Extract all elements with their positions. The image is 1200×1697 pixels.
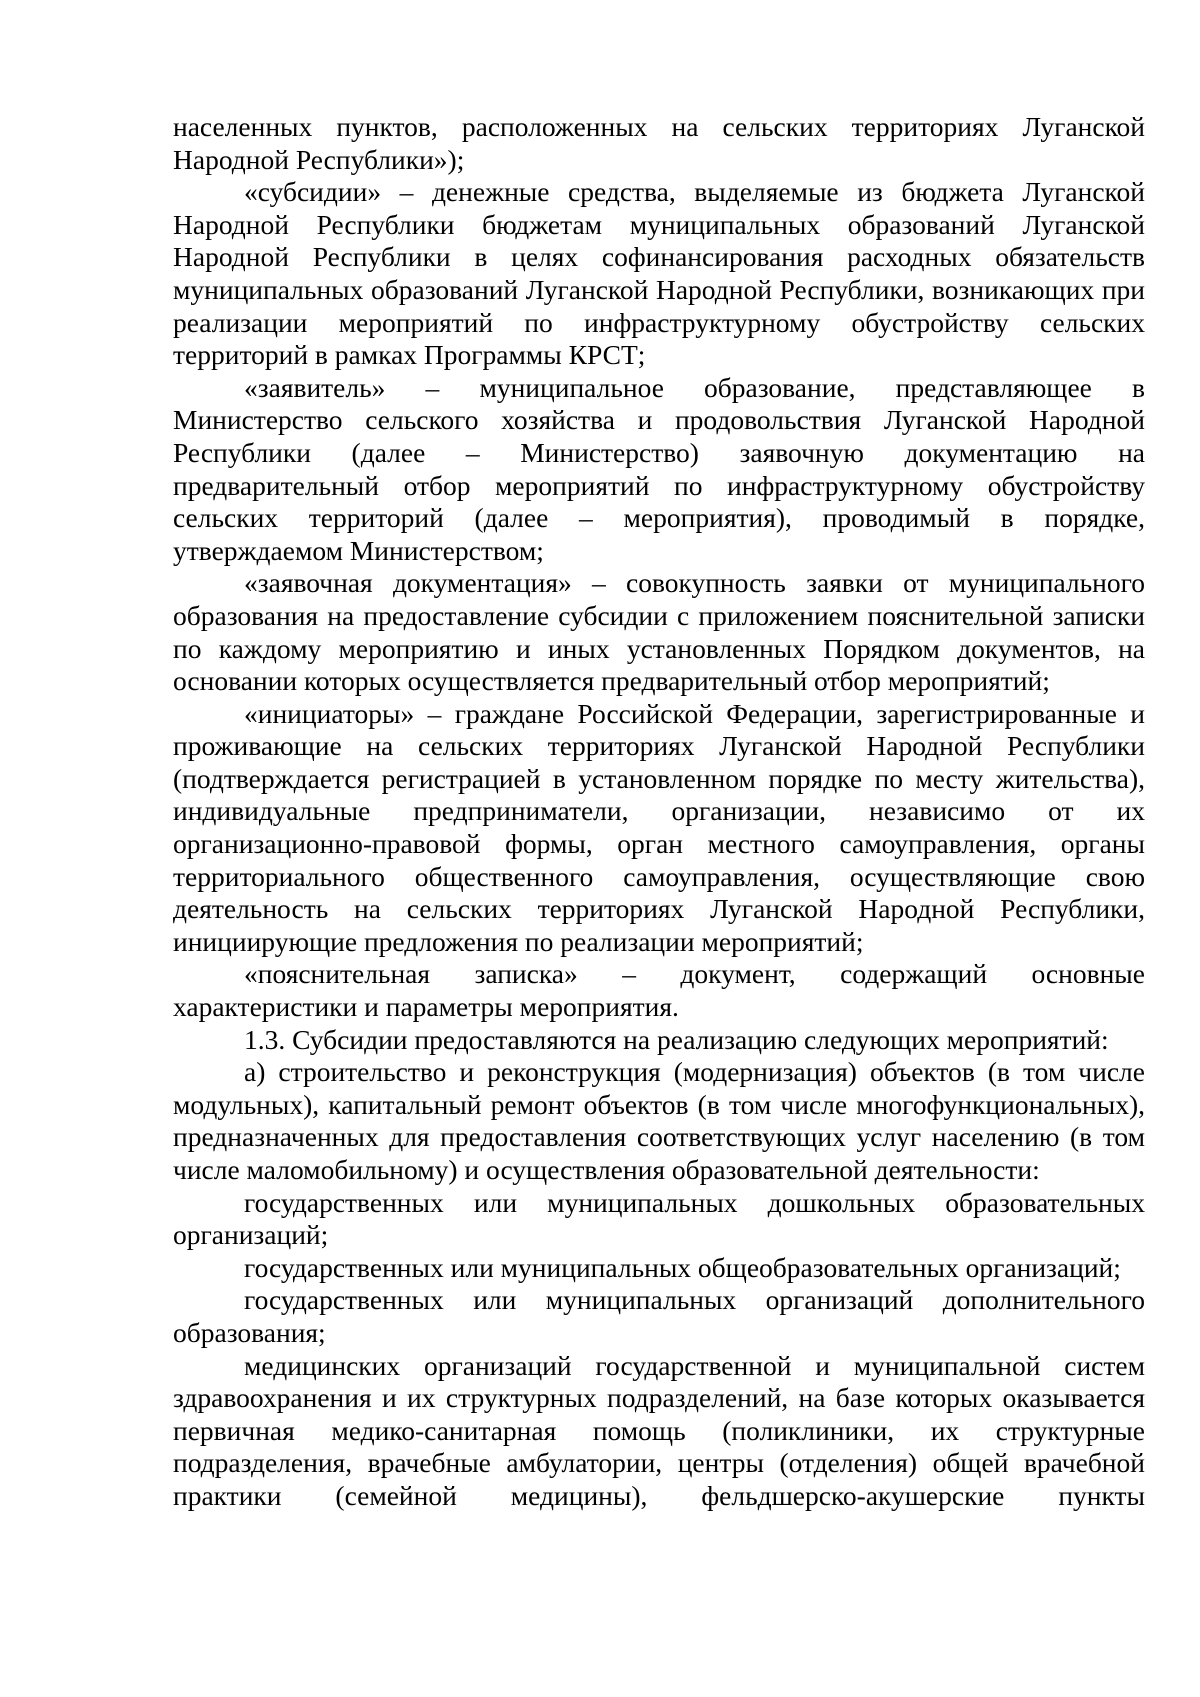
- paragraph-settlements-continuation: населенных пунктов, расположенных на сельских территориях Луганской Народной Республики»);: [173, 111, 1145, 175]
- paragraph-preschool-organizations: государственных или муниципальных дошкольных образовательных организаций;: [173, 1186, 1145, 1251]
- paragraph-medical-organizations: медицинских организаций государственной и муниципальной систем здравоохранения и их структурных подразделений, на базе которых оказывается первичная медико-санитарная помощь (поликлиники, их структурные подразделения, врачебные амбулатории, центры (отделения) общей врачебной практики (семейной медицины), фельдшерско-акушерские пункты: [173, 1349, 1145, 1511]
- paragraph-section-1-3: 1.3. Субсидии предоставляются на реализацию следующих мероприятий:: [244, 1023, 1109, 1055]
- document-page: [173, 111, 1145, 1513]
- paragraph-application-docs-definition: «заявочная документация» – совокупность заявки от муниципального образования на предоставление субсидии с приложением пояснительной записки по каждому мероприятию и иных установленных Порядком документов, на основании которых осуществляется предварительный отбор мероприятий;: [173, 567, 1145, 697]
- paragraph-general-education-organizations: государственных или муниципальных общеобразовательных организаций;: [244, 1251, 1121, 1283]
- paragraph-item-a-construction: а) строительство и реконструкция (модернизация) объектов (в том числе модульных), капитальный ремонт объектов (в том числе многофункциональных), предназначенных для предоставления соответствующих услуг населению (в том числе маломобильному) и осуществления образовательной деятельности:: [173, 1056, 1145, 1185]
- paragraph-initiators-definition: «инициаторы» – граждане Российской Федерации, зарегистрированные и проживающие на сельских территориях Луганской Народной Республики (подтверждается регистрацией в установленном порядке по месту жительства), индивидуальные предприниматели, организации, независимо от их организационно-правовой формы, орган местного самоуправления, органы территориального общественного самоуправления, осуществляющие свою деятельность на сельских территориях Луганской Народной Республики, инициирующие предложения по реализации мероприятий;: [173, 697, 1145, 957]
- paragraph-applicant-definition: «заявитель» – муниципальное образование, представляющее в Министерство сельского хозяйства и продовольствия Луганской Народной Республики (далее – Министерство) заявочную документацию на предварительный отбор мероприятий по инфраструктурному обустройству сельских территорий (далее – мероприятия), проводимый в порядке, утверждаемом Министерством;: [173, 371, 1145, 566]
- paragraph-additional-education-organizations: государственных или муниципальных организаций дополнительного образования;: [173, 1284, 1145, 1348]
- paragraph-explanatory-note-definition: «пояснительная записка» – документ, содержащий основные характеристики и параметры мероприятия.: [173, 958, 1145, 1023]
- paragraph-subsidies-definition: «субсидии» – денежные средства, выделяемые из бюджета Луганской Народной Республики бюджетам муниципальных образований Луганской Народной Республики в целях софинансирования расходных обязательств муниципальных образований Луганской Народной Республики, возникающих при реализации мероприятий по инфраструктурному обустройству сельских территорий в рамках Программы КРСТ;: [173, 176, 1145, 371]
